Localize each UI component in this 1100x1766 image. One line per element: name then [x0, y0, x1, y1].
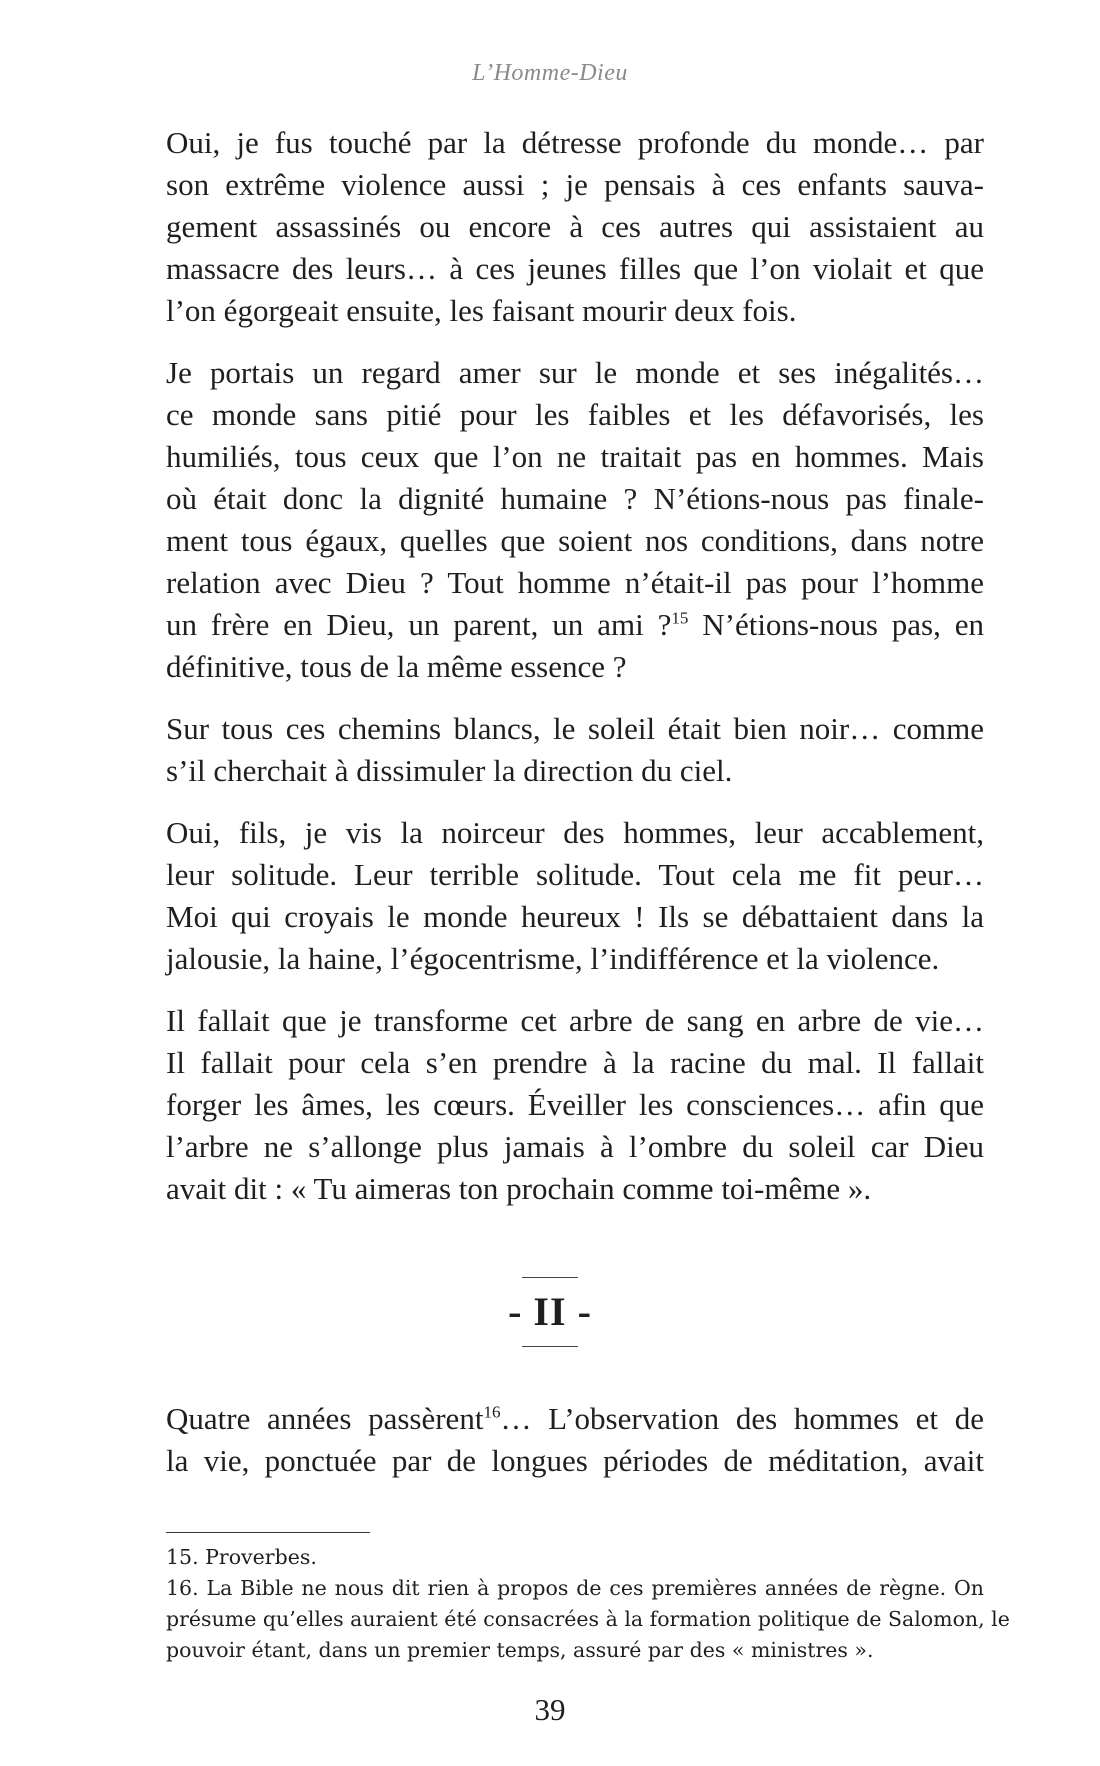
text-line: Il fallait pour cela s’en prendre à la racine du mal. Il fallait — [166, 1045, 984, 1080]
text-segment: un frère en Dieu, un parent, un ami ? — [166, 607, 672, 642]
footnote-16 — [166, 1573, 1010, 1666]
section-rule-bottom — [522, 1346, 578, 1347]
text-line: massacre des leurs… à ces jeunes filles que l’on violait et que — [166, 251, 984, 286]
text-line: l’arbre ne s’allonge plus jamais à l’ombre du soleil car Dieu — [166, 1129, 984, 1164]
text-line: Oui, fils, je vis la noirceur des hommes, leur accablement, — [166, 815, 984, 850]
text-line: relation avec Dieu ? Tout homme n’était-il pas pour l’homme — [166, 565, 984, 600]
section-rule-top — [522, 1277, 578, 1278]
paragraph-5 — [166, 1000, 984, 1210]
section-body-text — [166, 1398, 984, 1502]
text-segment: Quatre années passèrent — [166, 1401, 484, 1436]
footnote-15 — [166, 1542, 984, 1573]
footnote-separator — [166, 1532, 370, 1533]
text-line: son extrême violence aussi ; je pensais à ces enfants sauva- — [166, 167, 984, 202]
text-line: Sur tous ces chemins blancs, le soleil était bien noir… comme — [166, 711, 984, 746]
running-header: L’Homme-Dieu — [472, 60, 628, 86]
footnote-line: présume qu’elles auraient été consacrées à la formation politique de Salomon, le — [166, 1607, 1010, 1631]
text-line: l’on égorgeait ensuite, les faisant mourir deux fois. — [166, 293, 797, 328]
paragraph-6 — [166, 1398, 984, 1482]
text-line: leur solitude. Leur terrible solitude. Tout cela me fit peur… — [166, 857, 984, 892]
footnote-line: pouvoir étant, dans un premier temps, assuré par des « ministres ». — [166, 1638, 874, 1662]
text-line: Il fallait que je transforme cet arbre de sang en arbre de vie… — [166, 1003, 984, 1038]
text-line: avait dit : « Tu aimeras ton prochain comme toi-même ». — [166, 1171, 872, 1206]
text-segment: N’étions-nous pas, en — [688, 607, 984, 642]
text-line: humiliés, tous ceux que l’on ne traitait pas en hommes. Mais — [166, 439, 984, 474]
section-title: - II - — [508, 1289, 592, 1334]
text-line: Moi qui croyais le monde heureux ! Ils se débattaient dans la — [166, 899, 984, 934]
text-line-with-footnote — [166, 604, 984, 646]
paragraph-1 — [166, 122, 984, 332]
footnote-line: 15. Proverbes. — [166, 1545, 317, 1569]
text-line: ment tous égaux, quelles que soient nos conditions, dans notre — [166, 523, 984, 558]
text-line: gement assassinés ou encore à ces autres qui assistaient au — [166, 209, 984, 244]
paragraph-4 — [166, 812, 984, 980]
footnote-ref-16[interactable]: 16 — [483, 1402, 501, 1422]
paragraph-2 — [166, 352, 984, 688]
text-line-with-footnote — [166, 1398, 984, 1440]
footnotes — [166, 1542, 1010, 1666]
text-line: ce monde sans pitié pour les faibles et les défavorisés, les — [166, 397, 984, 432]
body-text — [166, 122, 984, 1230]
text-line: s’il cherchait à dissimuler la direction du ciel. — [166, 753, 733, 788]
text-line: jalousie, la haine, l’égocentrisme, l’indifférence et la violence. — [166, 941, 940, 976]
paragraph-3 — [166, 708, 984, 792]
text-line: Oui, je fus touché par la détresse profonde du monde… par — [166, 125, 984, 160]
text-line: la vie, ponctuée par de longues périodes de méditation, avait — [166, 1443, 984, 1478]
text-line: Je portais un regard amer sur le monde et ses inégalités… — [166, 355, 984, 390]
text-line: forger les âmes, les cœurs. Éveiller les consciences… afin que — [166, 1087, 984, 1122]
footnote-ref-15[interactable]: 15 — [671, 608, 689, 628]
text-line: définitive, tous de la même essence ? — [166, 649, 627, 684]
section-heading — [0, 1277, 1100, 1347]
page-number: 39 — [534, 1692, 566, 1727]
text-segment: … L’observation des hommes et de — [500, 1401, 984, 1436]
footnote-line: 16. La Bible ne nous dit rien à propos de ces premières années de règne. On — [166, 1576, 984, 1600]
text-line: où était donc la dignité humaine ? N’étions-nous pas finale- — [166, 481, 984, 516]
